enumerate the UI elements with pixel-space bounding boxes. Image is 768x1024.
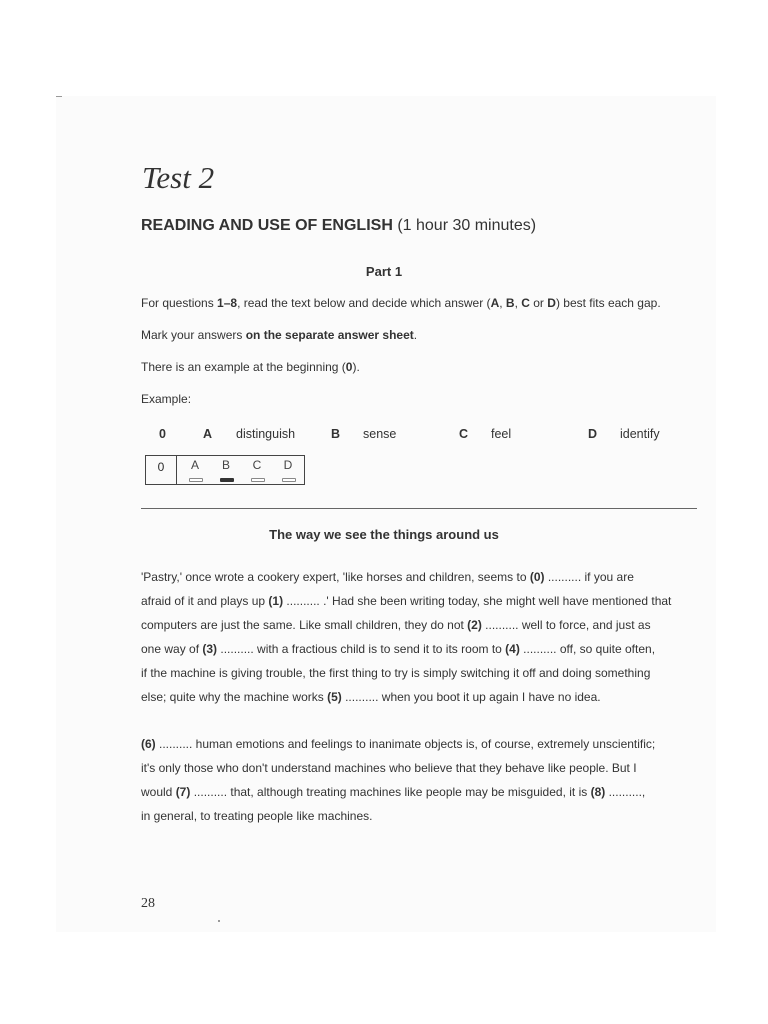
answer-mark-a [189,478,203,482]
instruction-line-4: Example: [141,392,192,406]
scan-mark [56,96,62,97]
text-segment: else; quite why the machine works [141,690,328,704]
gap-number-2: (2) [467,618,482,632]
text-segment: Mark your answers [141,328,246,342]
text-segment: , read the text below and decide which answer ( [237,296,491,310]
gap-number-8: (8) [590,785,606,799]
example-option-c-letter: C [459,427,469,441]
paragraph-1-line-2 [141,594,697,608]
page-title: Test 2 [142,160,215,195]
gap-number-4: (4) [505,642,520,656]
text-segment-bold: 1–8 [217,296,238,310]
example-number: 0 [159,427,166,441]
example-option-a-text: distinguish [236,427,296,441]
text-segment: . [413,328,418,342]
answer-box-option-b: B [221,458,230,472]
text-segment-bold: C [521,296,530,310]
text-segment-bold: D [547,296,556,310]
example-answer-box [145,455,305,485]
paragraph-2-line-2 [141,761,697,775]
paragraph-1-line-1 [141,570,697,584]
text-segment: .......... well to force, and just as [481,618,651,632]
text-segment: .........., [605,785,646,799]
example-option-b-letter: B [331,427,341,441]
text-segment: 'Pastry,' once wrote a cookery expert, 'like horses and children, seems to [141,570,530,584]
text-segment: , [499,296,506,310]
section-heading-name: READING AND USE OF ENGLISH [141,217,393,234]
answer-mark-d [282,478,296,482]
text-segment: .......... human emotions and feelings to inanimate objects is, of course, extremely unscientific; [155,737,656,751]
gap-number-6: (6) [141,737,156,751]
paragraph-1-line-3 [141,618,697,632]
text-segment: if the machine is giving trouble, the first thing to try is simply switching it off and doing something [141,666,651,680]
answer-box-number: 0 [146,456,177,484]
instruction-line-2 [141,328,417,342]
text-segment-bold: A [490,296,500,310]
text-segment-bold: 0 [345,360,353,374]
example-option-d-text: identify [620,427,660,441]
text-segment: .......... when you boot it up again I have no idea. [341,690,601,704]
text-segment: .......... .' Had she been writing today, she might well have mentioned that [283,594,672,608]
section-divider [141,508,697,509]
instruction-line-3 [141,360,360,374]
answer-mark-b-selected [220,478,234,482]
text-segment: afraid of it and plays up [141,594,269,608]
text-segment: .......... that, although treating machines like people may be misguided, it is [190,785,591,799]
text-segment: , [514,296,522,310]
answer-box-option-c: C [252,458,262,472]
text-segment: ) best fits each gap. [555,296,661,310]
text-segment: one way of [141,642,203,656]
paragraph-1-line-4 [141,642,697,656]
text-segment: .......... with a fractious child is to send it to its room to [217,642,506,656]
text-segment: .......... off, so quite often, [519,642,656,656]
gap-number-7: (7) [175,785,191,799]
text-segment: or [529,296,548,310]
answer-mark-c [251,478,265,482]
text-segment: For questions [141,296,218,310]
example-option-a-letter: A [203,427,213,441]
text-segment: in general, to treating people like machines. [141,809,373,823]
gap-number-3: (3) [202,642,218,656]
text-segment-bold: on the separate answer sheet [245,328,414,342]
section-heading-time: (1 hour 30 minutes) [397,217,537,234]
example-option-c-text: feel [491,427,512,441]
answer-box-option-d: D [283,458,293,472]
text-segment: it's only those who don't understand machines who believe that they behave like people. But I [141,761,637,775]
paragraph-2-line-4 [141,809,697,823]
page-number: 28 [141,896,155,911]
text-segment: .......... if you are [544,570,634,584]
part-title: Part 1 [365,264,403,279]
text-segment-bold: B [505,296,515,310]
text-segment: computers are just the same. Like small children, they do not [141,618,468,632]
section-heading [141,217,536,235]
paragraph-2-line-1 [141,737,697,751]
gap-number-5: (5) [327,690,342,704]
text-segment: ). [352,360,360,374]
instruction-line-1 [141,296,661,310]
example-option-b-text: sense [363,427,397,441]
paragraph-1-line-6 [141,690,697,704]
gap-number-1: (1) [268,594,284,608]
paragraph-1-line-5 [141,666,697,680]
text-title: The way we see the things around us [269,527,499,542]
paragraph-2-line-3 [141,785,697,799]
answer-box-option-a: A [190,458,199,472]
example-option-d-letter: D [588,427,598,441]
scan-mark [218,920,220,922]
text-segment: There is an example at the beginning ( [141,360,346,374]
gap-number-0: (0) [529,570,545,584]
text-segment: would [141,785,176,799]
